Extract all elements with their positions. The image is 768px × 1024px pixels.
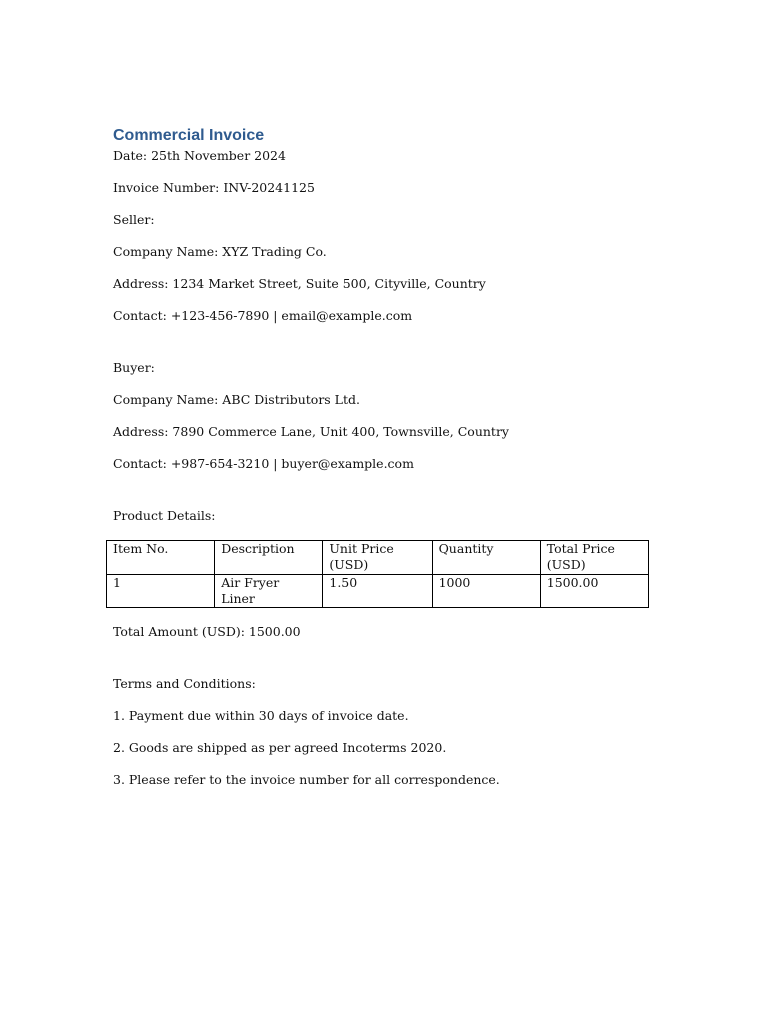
seller-contact: Contact: +123-456-7890 | email@example.com bbox=[113, 308, 413, 323]
terms-heading: Terms and Conditions: bbox=[113, 676, 256, 691]
page-title: Commercial Invoice bbox=[113, 127, 265, 144]
seller-heading: Seller: bbox=[113, 212, 155, 227]
buyer-address: Address: 7890 Commerce Lane, Unit 400, Townsville, Country bbox=[113, 424, 509, 439]
column-header-item-no: Item No. bbox=[107, 541, 215, 575]
cell-quantity: 1000 bbox=[432, 575, 540, 608]
product-details-heading: Product Details: bbox=[113, 508, 216, 523]
seller-company: Company Name: XYZ Trading Co. bbox=[113, 244, 327, 259]
buyer-heading: Buyer: bbox=[113, 360, 155, 375]
total-amount: Total Amount (USD): 1500.00 bbox=[113, 624, 301, 639]
invoice-number: Invoice Number: INV-20241125 bbox=[113, 180, 315, 195]
terms-item: 2. Goods are shipped as per agreed Incoterms 2020. bbox=[113, 740, 447, 755]
invoice-page bbox=[113, 125, 653, 789]
invoice-date: Date: 25th November 2024 bbox=[113, 148, 286, 163]
cell-unit-price: 1.50 bbox=[323, 575, 432, 608]
terms-item: 3. Please refer to the invoice number for all correspondence. bbox=[113, 772, 500, 787]
cell-total-price: 1500.00 bbox=[540, 575, 648, 608]
seller-address: Address: 1234 Market Street, Suite 500, Cityville, Country bbox=[113, 276, 486, 291]
buyer-company: Company Name: ABC Distributors Ltd. bbox=[113, 392, 360, 407]
table-row bbox=[107, 575, 649, 608]
buyer-contact: Contact: +987-654-3210 | buyer@example.com bbox=[113, 456, 414, 471]
column-header-quantity: Quantity bbox=[432, 541, 540, 575]
cell-item-no: 1 bbox=[107, 575, 215, 608]
product-table bbox=[106, 540, 649, 608]
terms-item: 1. Payment due within 30 days of invoice date. bbox=[113, 708, 409, 723]
column-header-unit-price: Unit Price (USD) bbox=[323, 541, 432, 575]
column-header-total-price: Total Price (USD) bbox=[540, 541, 648, 575]
cell-description: Air Fryer Liner bbox=[215, 575, 323, 608]
table-header-row bbox=[107, 541, 649, 575]
column-header-description: Description bbox=[215, 541, 323, 575]
